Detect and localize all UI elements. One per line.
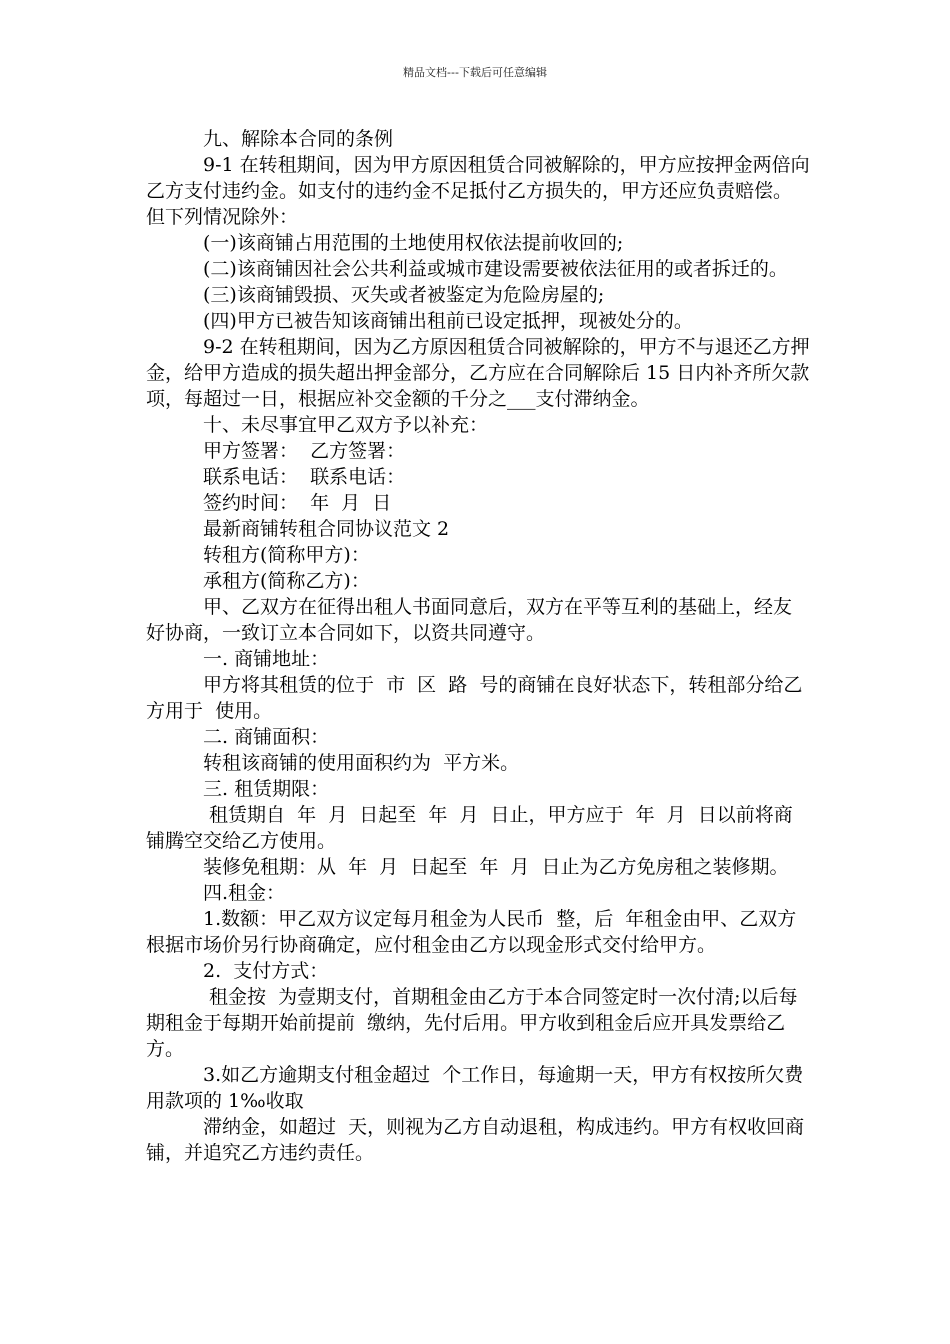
rent-amount-clause: 1.数额：甲乙双方议定每月租金为人民币 整，后 年租金由甲、乙双方根据市场价另行协商确定，应付租金由乙方以现金形式交付给甲方。 [146,908,797,956]
signature-line: 甲方签署： 乙方签署： [203,440,406,462]
section-heading-rent: 四.租金： [203,882,286,904]
term-clause: 租赁期自 年 月 日起至 年 月 日止，甲方应于 年 月 日以前将商铺腾空交给乙方使用。 [146,804,793,852]
exception-1: (一)该商铺占用范围的土地使用权依法提前收回的; [203,232,624,254]
section-heading-area: 二. 商铺面积： [203,726,330,748]
exception-4: (四)甲方已被告知该商铺出租前已设定抵押，现被处分的。 [203,310,693,332]
late-payment-clause: 3.如乙方逾期支付租金超过 个工作日，每逾期一天，甲方有权按所欠费用款项的 1‰收取 [146,1064,804,1112]
page-header: 精品文档---下载后可任意编辑 [403,66,547,79]
sign-date-line: 签约时间： 年 月 日 [203,492,392,514]
party-a-line: 转租方(简称甲方)： [203,544,370,566]
clause-9-1: 9-1 在转租期间，因为甲方原因租赁合同被解除的，甲方应按押金两倍向乙方支付违约金。如支付的违约金不足抵付乙方损失的，甲方还应负责赔偿。但下列情况除外： [146,154,810,228]
party-b-line: 承租方(简称乙方)： [203,570,370,592]
payment-method-clause: 租金按 为壹期支付，首期租金由乙方于本合同签定时一次付清;以后每期租金于每期开始前提前 缴纳，先付后用。甲方收到租金后应开具发票给乙方。 [146,986,798,1060]
section-heading-term: 三. 租赁期限： [203,778,330,800]
exception-3: (三)该商铺毁损、灭失或者被鉴定为危险房屋的; [203,284,605,306]
late-fee-clause: 滞纳金，如超过 天，则视为乙方自动退租，构成违约。甲方有权收回商铺，并追究乙方违约责任。 [146,1116,805,1164]
address-clause: 甲方将其租赁的位于 市 区 路 号的商铺在良好状态下，转租部分给乙方用于 使用。 [146,674,803,722]
renovation-clause: 装修免租期：从 年 月 日起至 年 月 日止为乙方免房租之装修期。 [203,856,789,878]
section-heading-nine: 九、解除本合同的条例 [203,128,394,150]
exception-2: (二)该商铺因社会公共利益或城市建设需要被依法征用的或者拆迁的。 [203,258,788,280]
area-clause: 转租该商铺的使用面积约为 平方米。 [203,752,520,774]
phone-line: 联系电话： 联系电话： [203,466,406,488]
preamble: 甲、乙双方在征得出租人书面同意后，双方在平等互利的基础上，经友好协商，一致订立本合同如下，以资共同遵守。 [146,596,793,644]
section-heading-ten: 十、未尽事宜甲乙双方予以补充： [203,414,489,436]
section-heading-address: 一. 商铺地址： [203,648,330,670]
payment-method-heading: 2. 支付方式： [203,960,329,982]
document-body [146,126,810,1166]
clause-9-2: 9-2 在转租期间，因为乙方原因租赁合同被解除的，甲方不与退还乙方押金，给甲方造成的损失超出押金部分，乙方应在合同解除后 15 日内补齐所欠款项，每超过一日，根据应补交金额的千分之___支付滞纳金。 [146,336,810,410]
document-subtitle: 最新商铺转租合同协议范文 2 [203,518,450,540]
